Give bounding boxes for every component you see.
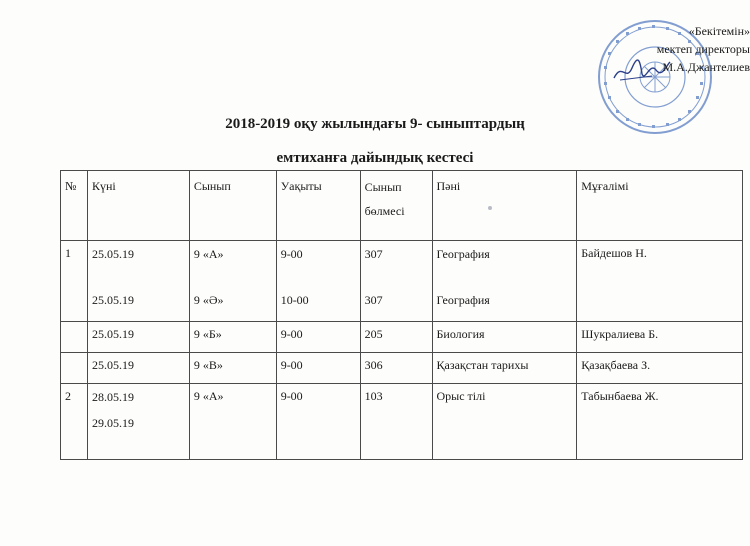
row-teacher: Байдешов Н. xyxy=(577,241,743,322)
header-class: Сынып xyxy=(189,171,276,241)
header-teacher: Мұғалімі xyxy=(577,171,743,241)
row-teacher: Қазақбаева З. xyxy=(577,353,743,384)
header-time: Уақыты xyxy=(276,171,360,241)
subject-value: География xyxy=(436,293,490,307)
time-value: 10-00 xyxy=(280,293,309,307)
row-teacher: Шукралиева Б. xyxy=(577,322,743,353)
row-time: 9-00 xyxy=(276,353,360,384)
row-class xyxy=(189,241,276,322)
row-room xyxy=(360,241,432,322)
date-value: 25.05.19 xyxy=(91,293,134,307)
row-number xyxy=(61,353,88,384)
table-header-row xyxy=(61,171,743,241)
row-number: 2 xyxy=(61,384,88,460)
header-room-line-1: Сынып xyxy=(364,180,402,194)
row-subject: Биология xyxy=(432,322,577,353)
row-date xyxy=(87,384,189,460)
row-class: 9 «Б» xyxy=(189,322,276,353)
table-row xyxy=(61,384,743,460)
room-value: 307 xyxy=(364,293,383,307)
approval-line-3: М.А.Джантелиев xyxy=(662,60,750,74)
row-teacher: Табынбаева Ж. xyxy=(577,384,743,460)
time-value: 9-00 xyxy=(280,247,303,261)
row-date: 25.05.19 xyxy=(87,353,189,384)
header-room xyxy=(360,171,432,241)
date-value: 25.05.19 xyxy=(91,247,134,261)
date-value: 29.05.19 xyxy=(91,416,134,430)
table-row xyxy=(61,322,743,353)
class-value: 9 «Ә» xyxy=(193,293,224,307)
row-room: 103 xyxy=(360,384,432,460)
row-subject xyxy=(432,241,577,322)
table-row xyxy=(61,353,743,384)
row-time: 9-00 xyxy=(276,322,360,353)
document-title: 2018-2019 оқу жылындағы 9- сыныптардың xyxy=(225,116,525,132)
row-time: 9-00 xyxy=(276,384,360,460)
header-number: № xyxy=(61,171,88,241)
document-subtitle: емтиханға дайындық кестесі xyxy=(276,150,474,166)
row-room: 306 xyxy=(360,353,432,384)
row-class: 9 «В» xyxy=(189,353,276,384)
row-room: 205 xyxy=(360,322,432,353)
exam-schedule-table xyxy=(60,170,743,460)
date-value: 28.05.19 xyxy=(91,390,134,404)
row-date xyxy=(87,241,189,322)
scan-speck xyxy=(488,206,492,210)
row-number xyxy=(61,322,88,353)
header-date: Күні xyxy=(87,171,189,241)
row-number: 1 xyxy=(61,241,88,322)
approval-line-2: мектеп директоры xyxy=(656,42,750,56)
row-subject: Орыс тілі xyxy=(432,384,577,460)
row-date: 25.05.19 xyxy=(87,322,189,353)
row-time xyxy=(276,241,360,322)
row-subject: Қазақстан тарихы xyxy=(432,353,577,384)
subject-value: География xyxy=(436,247,490,261)
approval-block xyxy=(550,22,750,76)
class-value: 9 «А» xyxy=(193,247,224,261)
room-value: 307 xyxy=(364,247,383,261)
approval-line-1: «Бекітемін» xyxy=(688,24,750,38)
header-subject: Пәні xyxy=(432,171,577,241)
header-room-line-2: бөлмесі xyxy=(364,204,405,218)
row-class: 9 «А» xyxy=(189,384,276,460)
table-row xyxy=(61,241,743,322)
